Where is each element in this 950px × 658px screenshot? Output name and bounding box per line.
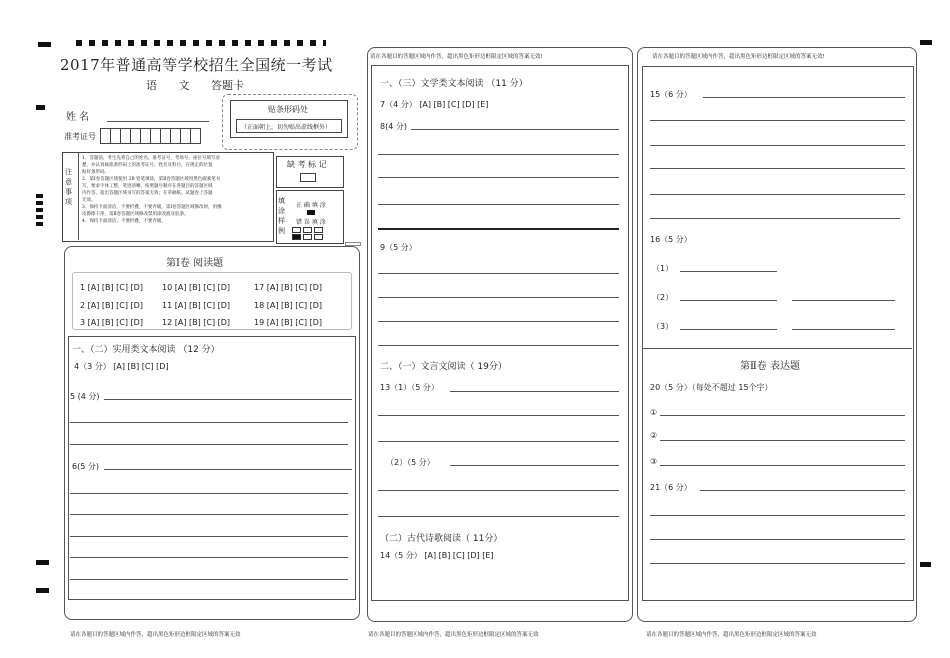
correct-fill-label: 正 确 填 涂 (296, 202, 326, 209)
name-label: 姓 名 (66, 112, 90, 123)
timing-mark (36, 215, 43, 219)
answer-line[interactable] (680, 271, 777, 272)
q16-part-2: （2） (652, 293, 674, 302)
answer-line[interactable] (378, 273, 619, 274)
notice-divider (78, 152, 79, 240)
answer-line[interactable] (70, 579, 348, 580)
mc-item[interactable]: 11 [A] [B] [C] [D] (162, 300, 231, 310)
answer-line[interactable] (650, 145, 905, 146)
practical-text-title: 一、（二）实用类文本阅读 （12 分） (72, 345, 220, 355)
answer-line[interactable] (792, 300, 895, 301)
timing-mark (36, 194, 43, 198)
footer-note: 请在各题目的答题区域内作答，超出黑色矩形边框限定区域的答案无效 (646, 632, 817, 638)
column2-answer-box (371, 65, 629, 601)
timing-mark (36, 560, 49, 565)
mc-box (72, 272, 352, 330)
id-number-boxes[interactable] (100, 128, 200, 148)
answer-line[interactable] (378, 204, 619, 205)
q4-choices[interactable]: 4（3 分） [A] [B] [C] [D] (74, 362, 169, 371)
answer-line[interactable] (650, 539, 905, 540)
answer-line[interactable] (70, 422, 348, 423)
answer-line[interactable] (660, 465, 905, 466)
answer-line[interactable] (680, 329, 777, 330)
mc-item[interactable]: 1 [A] [B] [C] [D] (80, 283, 143, 292)
q15-label: 15（6 分） (650, 90, 692, 99)
q20-part-3: ③ (650, 457, 658, 466)
timing-mark (920, 40, 932, 45)
answer-line[interactable] (378, 490, 619, 491)
exam-title: 2017年普通高等学校招生全国统一考试 (60, 56, 333, 74)
name-field[interactable] (107, 121, 209, 122)
literary-text-title: 一、（三）文学类文本阅读 （11 分） (380, 79, 528, 89)
q13-1-label: 13（1）（5 分） (380, 383, 439, 392)
classical-prose-title: 二、（一）文言文阅读（ 19分） (380, 362, 507, 372)
answer-line[interactable] (411, 129, 619, 130)
timing-mark (36, 201, 43, 205)
answer-line[interactable] (650, 563, 905, 564)
answer-line[interactable] (378, 415, 619, 416)
answer-line[interactable] (650, 120, 905, 121)
barcode-note: （正面朝上，切勿贴出虚线框外） (241, 124, 332, 131)
absent-mark-label: 缺 考 标 记 (287, 160, 327, 169)
mc-item[interactable]: 3 [A] [B] [C] [D] (80, 318, 143, 327)
id-label: 准考证号 (64, 132, 96, 141)
answer-line[interactable] (650, 168, 905, 169)
answer-line[interactable] (650, 218, 900, 219)
mc-item[interactable]: 10 [A] [B] [C] [D] (162, 283, 231, 292)
wrong-fill-samples-2 (292, 233, 325, 240)
q16-part-3: （3） (652, 322, 674, 331)
answer-line[interactable] (378, 516, 619, 517)
timing-mark (36, 588, 49, 593)
answer-line[interactable] (70, 557, 348, 558)
q20-label: 20（5 分）（每处不超过 15个字） (650, 383, 773, 392)
section-divider (642, 348, 912, 349)
section1-title: 第Ⅰ卷 阅读题 (166, 258, 224, 269)
mc-item[interactable]: 17 [A] [B] [C] [D] (254, 283, 323, 292)
q8-label: 8(4 分) (380, 122, 407, 131)
answer-line[interactable] (378, 177, 619, 178)
barcode-title: 贴条形码处 (268, 105, 308, 114)
q16-part-1: （1） (652, 264, 674, 273)
answer-line[interactable] (680, 300, 777, 301)
answer-line[interactable] (378, 154, 619, 155)
fill-example-label: 填 涂 样 例 (278, 197, 285, 235)
answer-line[interactable] (378, 228, 619, 230)
answer-line[interactable] (450, 391, 619, 392)
timing-mark (36, 105, 45, 110)
absent-mark-checkbox[interactable] (300, 173, 316, 182)
q20-part-2: ② (650, 431, 658, 440)
mc-item[interactable]: 18 [A] [B] [C] [D] (254, 300, 323, 310)
wrong-fill-samples (292, 226, 325, 233)
exam-subtitle: 语 文 答题卡 (146, 79, 244, 92)
answer-line[interactable] (703, 97, 905, 98)
mc-item[interactable]: 12 [A] [B] [C] [D] (162, 318, 231, 327)
answer-line[interactable] (70, 493, 348, 494)
answer-line[interactable] (700, 490, 905, 491)
section1-answer-box (68, 336, 356, 600)
answer-line[interactable] (792, 329, 895, 330)
answer-line[interactable] (650, 194, 905, 195)
column3-top-note: 请在各题目的答题区域内作答，超出黑色矩形边框限定区域的答案无效! (652, 54, 825, 60)
column2-top-note: 请在各题目的答题区域内作答，超出黑色矩形边框限定区域的答案无效! (370, 54, 543, 60)
timing-mark (920, 562, 931, 567)
q7-choices[interactable]: 7（4 分） [A] [B] [C] [D] [E] (380, 100, 489, 109)
correct-fill-sample (307, 210, 315, 215)
q20-part-1: ① (650, 408, 658, 417)
notice-label: 注 意 事 项 (65, 168, 72, 206)
timing-mark (38, 42, 51, 47)
answer-line[interactable] (378, 345, 619, 346)
mc-item[interactable]: 2 [A] [B] [C] [D] (80, 300, 143, 310)
footer-note: 请在各题目的答题区域内作答，超出黑色矩形边框限定区域的答案无效 (70, 632, 241, 638)
answer-line[interactable] (70, 514, 348, 515)
answer-line[interactable] (70, 536, 348, 537)
notice-text: 1．答题前，考生先将自己的姓名、准考证号、考场号、座位号填写清 楚，并认真核准条形码上的准考证号、姓名及科目，在规定的位置 贴好条形码。 2．第Ⅰ卷答题区域使用 2B 铅笔填涂，第Ⅱ卷答题区域用黑色碳素笔书 写，要求字体工整，笔迹清晰。按照题号顺序在各题目的答题区域 内作答，超出答题区域书写的答案无效；在草稿纸、试题卷上答题 无效。 3．保持卡面清洁，不要折叠，不要弄破，第Ⅰ卷答题区域修改时，用橡 皮擦擦干净，第Ⅱ卷答题区域修改禁用涂改液及胶条。 4．保持卡面清洁，不要折叠，不要弄破。 (82, 156, 222, 224)
q5-label: 5 (4 分) (70, 392, 100, 401)
answer-line[interactable] (104, 469, 352, 470)
q13-2-label: （2）（5 分） (386, 458, 435, 467)
wrong-fill-label: 错 误 填 涂 (296, 219, 326, 226)
footer-note: 请在各题目的答题区域内作答，超出黑色矩形边框限定区域的答案无效 (368, 632, 539, 638)
answer-line[interactable] (70, 444, 348, 445)
answer-line[interactable] (378, 297, 619, 298)
answer-line[interactable] (650, 515, 905, 516)
column3-answer-box (642, 66, 914, 601)
q9-label: 9（5 分） (380, 243, 417, 252)
timing-mark (36, 222, 43, 226)
q14-choices[interactable]: 14（5 分） [A] [B] [C] [D] [E] (380, 551, 494, 560)
q6-label: 6(5 分) (72, 462, 99, 471)
section2-title: 第Ⅱ卷 表达题 (740, 361, 800, 372)
answer-line[interactable] (378, 441, 619, 442)
timing-mark (36, 208, 43, 212)
answer-line[interactable] (378, 321, 619, 322)
q16-label: 16（5 分） (650, 235, 692, 244)
timing-mark-row (76, 40, 326, 46)
answer-line[interactable] (660, 415, 905, 416)
answer-line[interactable] (450, 465, 619, 466)
mc-item[interactable]: 19 [A] [B] [C] [D] (254, 318, 323, 327)
answer-line[interactable] (104, 399, 352, 400)
answer-line[interactable] (660, 440, 905, 441)
ancient-poetry-title: （二）古代诗歌阅读（ 11分） (380, 534, 503, 544)
q21-label: 21（6 分） (650, 483, 692, 492)
